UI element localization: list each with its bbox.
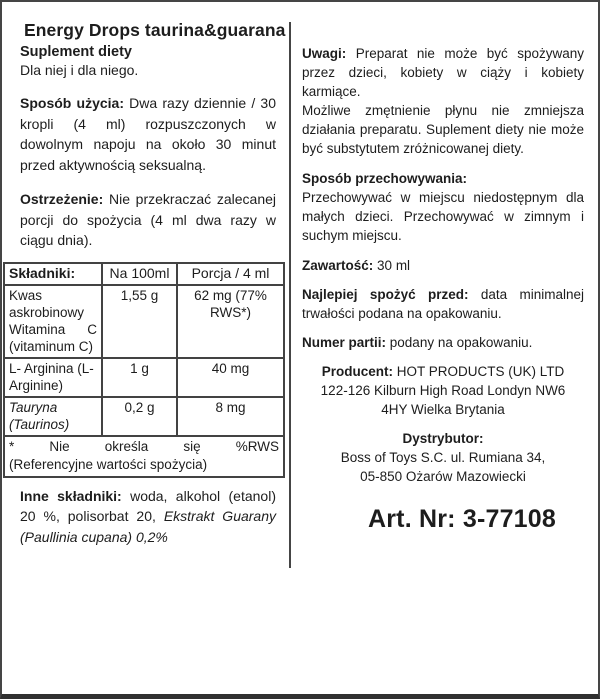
ingredient-per-portion: 8 mg	[177, 397, 284, 436]
usage-label: Sposób użycia:	[20, 95, 124, 111]
warning-text: Nie przekraczać zalecanej porcji do spożycia (4 ml dwa razy w ciągu dnia).	[20, 191, 277, 248]
notes-text: Preparat nie może być spożywany przez dzieci, kobiety w ciąży i kobiety karmiące.	[302, 46, 584, 99]
content-label: Zawartość:	[302, 258, 374, 273]
table-header-row	[4, 263, 284, 285]
distributor-address-1: Boss of Toys S.C. ul. Rumiana 34,	[340, 450, 546, 465]
batch-line	[302, 333, 584, 352]
producer-name: HOT PRODUCTS (UK) LTD	[396, 364, 565, 379]
producer-block	[302, 362, 584, 419]
ingredient-per-100ml: 1,55 g	[102, 285, 177, 358]
distributor-address-2: 05-850 Ożarów Mazowiecki	[360, 469, 526, 484]
ingredient-per-portion: 62 mg (77% RWS*)	[177, 285, 284, 358]
warning-label: Ostrzeżenie:	[20, 191, 104, 207]
product-subtitle: Suplement diety	[20, 44, 132, 60]
storage-text: Przechowywać w miejscu niedostępnym dla małych dzieci. Przechowywać w zimnym i suchym miejscu.	[302, 190, 584, 243]
other-ingredients-paragraph	[20, 486, 276, 548]
article-number: Art. Nr: 3-77108	[367, 505, 556, 533]
product-tagline: Dla niej i dla niego.	[20, 62, 139, 78]
table-footnote-row	[4, 436, 284, 477]
other-ingredients-text: woda, alkohol (etanol) 20 %, polisorbat 20,	[20, 487, 276, 524]
content-value: 30 ml	[377, 258, 411, 273]
content-line	[302, 256, 584, 275]
producer-address-1: 122-126 Kilburn High Road Londyn NW6	[320, 383, 566, 398]
distributor-label: Dystrybutor:	[402, 431, 484, 446]
header-per-portion: Porcja / 4 ml	[177, 263, 284, 285]
ingredient-per-100ml: 0,2 g	[102, 397, 177, 436]
batch-text: podany na opakowaniu.	[389, 335, 533, 350]
notes-paragraph-2: Możliwe zmętnienie płynu nie zmniejsza działania preparatu. Suplement diety nie może być substytutem zróżnicowanej diety.	[302, 103, 584, 156]
right-column	[291, 2, 596, 533]
left-column	[2, 2, 289, 547]
notes-paragraph	[302, 44, 584, 101]
ingredient-name: Tauryna (Taurinos)	[4, 397, 102, 436]
ingredient-per-portion: 40 mg	[177, 358, 284, 397]
warning-paragraph	[20, 189, 276, 251]
other-ingredients-extract: Ekstrakt Guarany (Paullinia cupana) 0,2%	[20, 508, 277, 545]
ingredient-per-100ml: 1 g	[102, 358, 177, 397]
distributor-block	[302, 429, 584, 486]
ingredient-name: Kwas askrobinowy Witamina C (vitaminum C)	[4, 285, 102, 358]
notes-label: Uwagi:	[302, 46, 347, 61]
header-ingredients: Składniki:	[4, 263, 102, 285]
table-row-vitamin-c	[4, 285, 284, 358]
batch-label: Numer partii:	[302, 335, 387, 350]
rws-footnote-line1: * Nie określa się %RWS	[9, 438, 279, 454]
producer-address-2: 4HY Wielka Brytania	[381, 402, 505, 417]
best-before-label: Najlepiej spożyć przed:	[302, 287, 469, 302]
ingredient-name: L- Arginina (L-Arginine)	[4, 358, 102, 397]
product-title: Energy Drops taurina&guarana	[24, 20, 286, 40]
best-before-text: data minimalnej trwałości podana na opakowaniu.	[302, 287, 585, 321]
storage-label: Sposób przechowywania:	[302, 171, 468, 186]
storage-section	[302, 169, 584, 245]
producer-label: Producent:	[321, 364, 393, 379]
table-row-arginine	[4, 358, 284, 397]
best-before-line	[302, 285, 584, 323]
ingredients-table	[3, 262, 285, 478]
usage-paragraph	[20, 93, 276, 175]
usage-text: Dwa razy dziennie / 30 kropli (4 ml) rozpuszczonych w dowolnym napoju na około 30 minut przed aktywnością seksualną.	[20, 95, 276, 173]
header-per-100ml: Na 100ml	[102, 263, 177, 285]
table-row-taurine	[4, 397, 284, 436]
other-ingredients-label: Inne składniki:	[20, 487, 122, 504]
rws-footnote-line2: (Referencyjne wartości spożycia)	[9, 456, 208, 472]
